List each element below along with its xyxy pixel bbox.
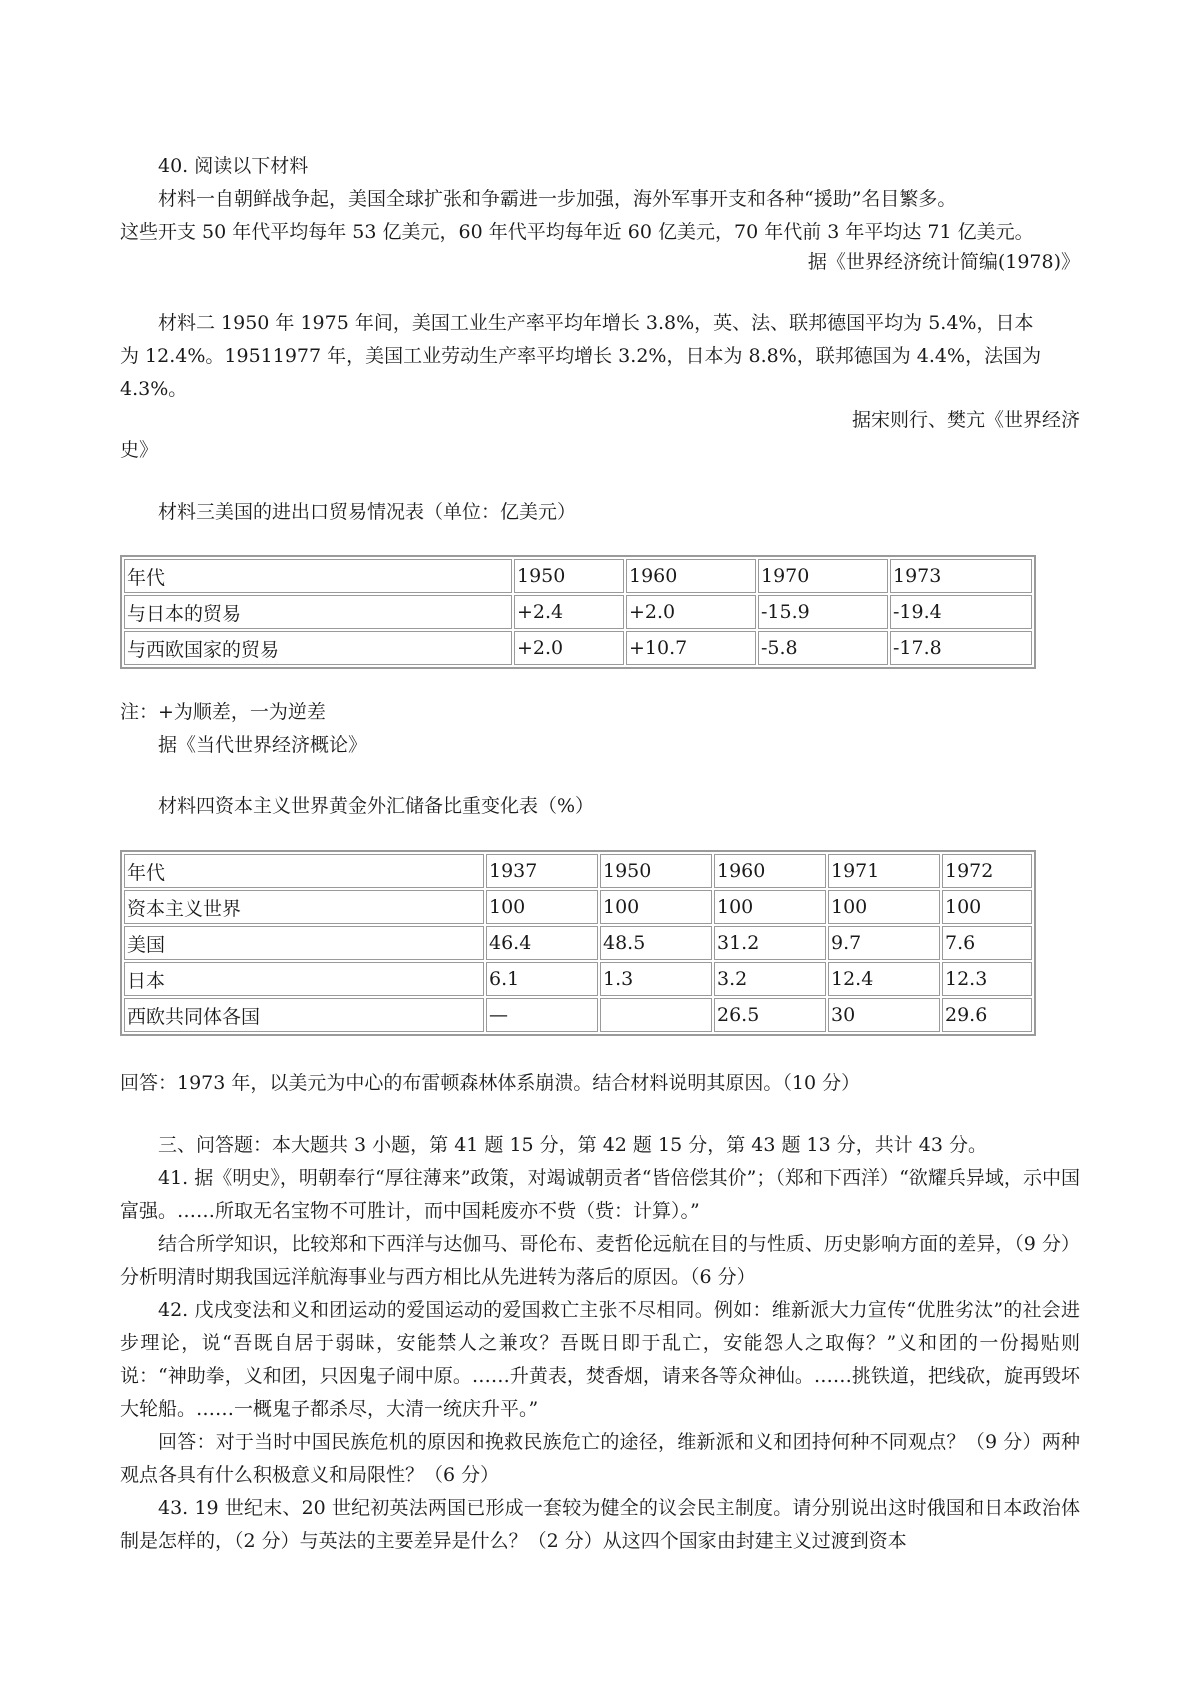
table-cell: 西欧共同体各国 — [124, 998, 484, 1032]
table-cell: 1937 — [486, 854, 598, 888]
q41-question: 结合所学知识，比较郑和下西洋与达伽马、哥伦布、麦哲伦远航在目的与性质、历史影响方面的差异，（9 分）分析明清时期我国远洋航海事业与西方相比从先进转为落后的原因。（6 分） — [120, 1233, 1080, 1288]
table-cell: 资本主义世界 — [124, 890, 484, 924]
table-row — [124, 854, 1032, 888]
table-cell: -17.8 — [890, 631, 1032, 665]
q42-question: 回答：对于当时中国民族危机的原因和挽救民族危亡的途径，维新派和义和团持何种不同观点？（9 分）两种观点各具有什么积极意义和局限性？（6 分） — [120, 1431, 1080, 1486]
table-cell: +2.0 — [514, 631, 624, 665]
material-3-title: 材料三美国的进出口贸易情况表（单位：亿美元） — [158, 501, 577, 523]
table-cell: -15.9 — [758, 595, 888, 629]
table-cell: 100 — [714, 890, 826, 924]
table-row — [124, 998, 1032, 1032]
table-row — [124, 559, 1032, 593]
material-2-source: 据宋则行、樊亢《世界经济 — [851, 409, 1080, 431]
q40-question: 回答：1973 年，以美元为中心的布雷顿森林体系崩溃。结合材料说明其原因。（10 分） — [120, 1072, 861, 1094]
table-row — [124, 631, 1032, 665]
section-3-heading: 三、问答题：本大题共 3 小题，第 41 题 15 分，第 42 题 15 分，第 43 题 13 分，共计 43 分。 — [158, 1134, 987, 1156]
q41-text: 41. 据《明史》，明朝奉行“厚往薄来”政策，对竭诚朝贡者“皆倍偿其价”；（郑和下西洋）“欲耀兵异域，示中国富强。……所取无名宝物不可胜计，而中国耗废亦不赀（赀：计算）。” — [120, 1167, 1080, 1222]
table-cell: -19.4 — [890, 595, 1032, 629]
table-cell: — — [486, 998, 598, 1032]
table-cell: +2.0 — [626, 595, 756, 629]
material-2-line-1: 材料二 1950 年 1975 年间，美国工业生产率平均年增长 3.8%，英、法、联邦德国平均为 5.4%，日本 — [158, 312, 1034, 334]
table-cell: 48.5 — [600, 926, 712, 960]
material-1-line-1: 材料一自朝鲜战争起，美国全球扩张和争霸进一步加强，海外军事开支和各种“援助”名目繁多。 — [158, 188, 957, 210]
table-cell: 12.4 — [828, 962, 940, 996]
material-3-note: 注：+为顺差，一为逆差 — [120, 701, 326, 723]
material-2-line-2: 为 12.4%。19511977 年，美国工业劳动生产率平均增长 3.2%，日本为 8.8%，联邦德国为 4.4%，法国为 — [120, 345, 1042, 367]
table-row — [124, 595, 1032, 629]
table-cell: 美国 — [124, 926, 484, 960]
table-cell: 1960 — [626, 559, 756, 593]
table-cell: 年代 — [124, 559, 512, 593]
table-cell: 年代 — [124, 854, 484, 888]
table-row — [124, 962, 1032, 996]
table-cell: 日本 — [124, 962, 484, 996]
table-cell: 30 — [828, 998, 940, 1032]
material-1-line-2: 这些开支 50 年代平均每年 53 亿美元，60 年代平均每年近 60 亿美元，70 年代前 3 年平均达 71 亿美元。 — [120, 221, 1034, 243]
table-cell: 7.6 — [942, 926, 1032, 960]
table-cell: 100 — [942, 890, 1032, 924]
gold-reserve-table — [120, 850, 1036, 1036]
table-cell: 1970 — [758, 559, 888, 593]
table-row — [124, 890, 1032, 924]
material-2-source-cont: 史》 — [120, 439, 159, 461]
table-cell: 46.4 — [486, 926, 598, 960]
table-cell: +2.4 — [514, 595, 624, 629]
table-cell: 100 — [828, 890, 940, 924]
table-cell: 6.1 — [486, 962, 598, 996]
trade-table — [120, 555, 1036, 669]
table-cell: 100 — [600, 890, 712, 924]
table-cell: 与西欧国家的贸易 — [124, 631, 512, 665]
table-cell: 1960 — [714, 854, 826, 888]
table-row — [124, 926, 1032, 960]
table-cell: 1973 — [890, 559, 1032, 593]
q42-text: 42. 戊戌变法和义和团运动的爱国运动的爱国救亡主张不尽相同。例如：维新派大力宣传“优胜劣汰”的社会进步理论，说“吾既自居于弱昧，安能禁人之兼攻？吾既日即于乱亡，安能怨人之取侮？”义和团的一份揭贴则说：“神助拳，义和团，只因鬼子闹中原。……升黄表，焚香烟，请来各等众神仙。……挑铁道，把线砍，旋再毁坏大轮船。……一概鬼子都杀尽，大清一统庆升平。” — [120, 1299, 1080, 1420]
table-cell: 100 — [486, 890, 598, 924]
table-cell: 1971 — [828, 854, 940, 888]
material-3-source: 据《当代世界经济概论》 — [158, 734, 368, 756]
table-cell: 12.3 — [942, 962, 1032, 996]
table-cell: 与日本的贸易 — [124, 595, 512, 629]
table-cell: 1.3 — [600, 962, 712, 996]
table-cell: 1972 — [942, 854, 1032, 888]
table-cell: 3.2 — [714, 962, 826, 996]
material-1-source: 据《世界经济统计简编(1978)》 — [807, 251, 1080, 273]
table-cell: 29.6 — [942, 998, 1032, 1032]
table-cell: 9.7 — [828, 926, 940, 960]
table-cell: -5.8 — [758, 631, 888, 665]
table-cell: 1950 — [600, 854, 712, 888]
table-cell: 1950 — [514, 559, 624, 593]
material-2-line-3: 4.3%。 — [120, 378, 188, 400]
table-cell: 26.5 — [714, 998, 826, 1032]
table-cell: +10.7 — [626, 631, 756, 665]
q43-text: 43. 19 世纪末、20 世纪初英法两国已形成一套较为健全的议会民主制度。请分别说出这时俄国和日本政治体制是怎样的，（2 分）与英法的主要差异是什么？（2 分）从这四个国家由封建主义过渡到资本 — [120, 1497, 1080, 1552]
q40-heading: 40. 阅读以下材料 — [158, 155, 309, 177]
table-cell: 31.2 — [714, 926, 826, 960]
table-cell — [600, 998, 712, 1032]
material-4-title: 材料四资本主义世界黄金外汇储备比重变化表（%） — [158, 795, 595, 817]
